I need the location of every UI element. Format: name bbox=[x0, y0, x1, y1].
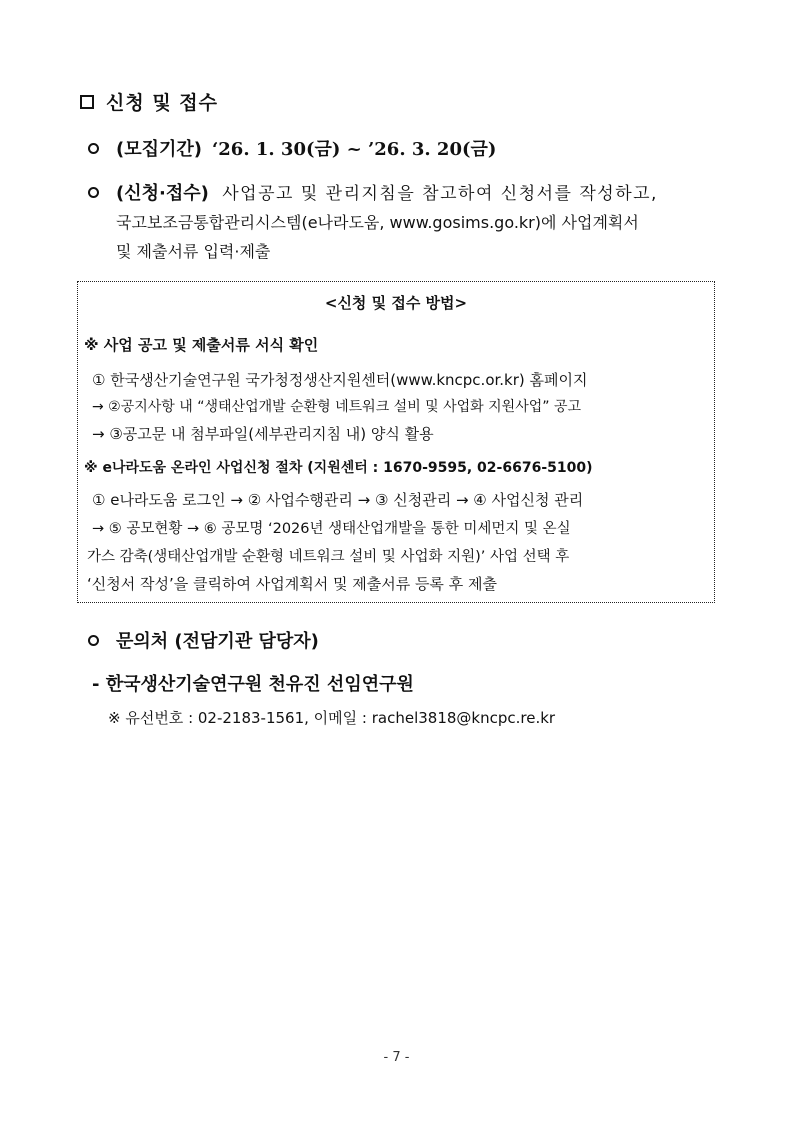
period-value: ‘26. 1. 30(금) ~ ’26. 3. 20(금) bbox=[212, 139, 497, 160]
application-method-box bbox=[77, 281, 715, 603]
notice-heading: ※ 사업 공고 및 제출서류 서식 확인 bbox=[84, 336, 319, 354]
notice-line-3: → ③공고문 내 첨부파일(세부관리지침 내) 양식 활용 bbox=[92, 425, 434, 443]
online-heading: ※ e나라도움 온라인 사업신청 절차 (지원센터 : 1670-9595, 02-6676-5100) bbox=[84, 460, 593, 476]
contact-label: 문의처 (전담기관 담당자) bbox=[116, 631, 319, 652]
checkbox-icon bbox=[80, 95, 94, 109]
period-bullet bbox=[88, 136, 496, 164]
online-line-1: ① e나라도움 로그인 → ② 사업수행관리 → ③ 신청관리 → ④ 사업신청 관리 bbox=[92, 491, 584, 509]
circle-bullet-icon bbox=[88, 635, 99, 646]
section-title-text: 신청 및 접수 bbox=[106, 92, 218, 114]
apply-label: (신청·접수) bbox=[116, 183, 209, 204]
contact-bullet bbox=[88, 628, 319, 656]
online-line-2: → ⑤ 공모현황 → ⑥ 공모명 ‘2026년 생태산업개발을 통한 미세먼지 및 온실 bbox=[92, 521, 571, 537]
online-line-4: ‘신청서 작성’을 클릭하여 사업계획서 및 제출서류 등록 후 제출 bbox=[87, 575, 497, 593]
circle-bullet-icon bbox=[88, 187, 99, 198]
contact-detail: ※ 유선번호 : 02-2183-1561, 이메일 : rachel3818@kncpc.re.kr bbox=[108, 709, 556, 727]
box-title: <신청 및 접수 방법> bbox=[324, 294, 468, 312]
apply-bullet bbox=[88, 180, 658, 266]
notice-line-1: ① 한국생산기술연구원 국가청정생산지원센터(www.kncpc.or.kr) 홈페이지 bbox=[92, 371, 588, 389]
notice-line-2: → ②공지사항 내 “생태산업개발 순환형 네트워크 설비 및 사업화 지원사업” 공고 bbox=[92, 399, 582, 415]
apply-line-1: 사업공고 및 관리지침을 참고하여 신청서를 작성하고, bbox=[222, 184, 658, 204]
period-label: (모집기간) bbox=[116, 139, 203, 160]
circle-bullet-icon bbox=[88, 143, 99, 154]
apply-line-2: 국고보조금통합관리시스템(e나라도움, www.gosims.go.kr)에 사업계획서 bbox=[116, 213, 639, 232]
page-number: - 7 - bbox=[383, 1050, 410, 1065]
online-line-3: 가스 감축(생태산업개발 순환형 네트워크 설비 및 사업화 지원)’ 사업 선택 후 bbox=[87, 549, 570, 565]
section-heading bbox=[80, 88, 218, 115]
contact-person: - 한국생산기술연구원 천유진 선임연구원 bbox=[92, 674, 414, 695]
apply-line-3: 및 제출서류 입력·제출 bbox=[116, 242, 271, 261]
